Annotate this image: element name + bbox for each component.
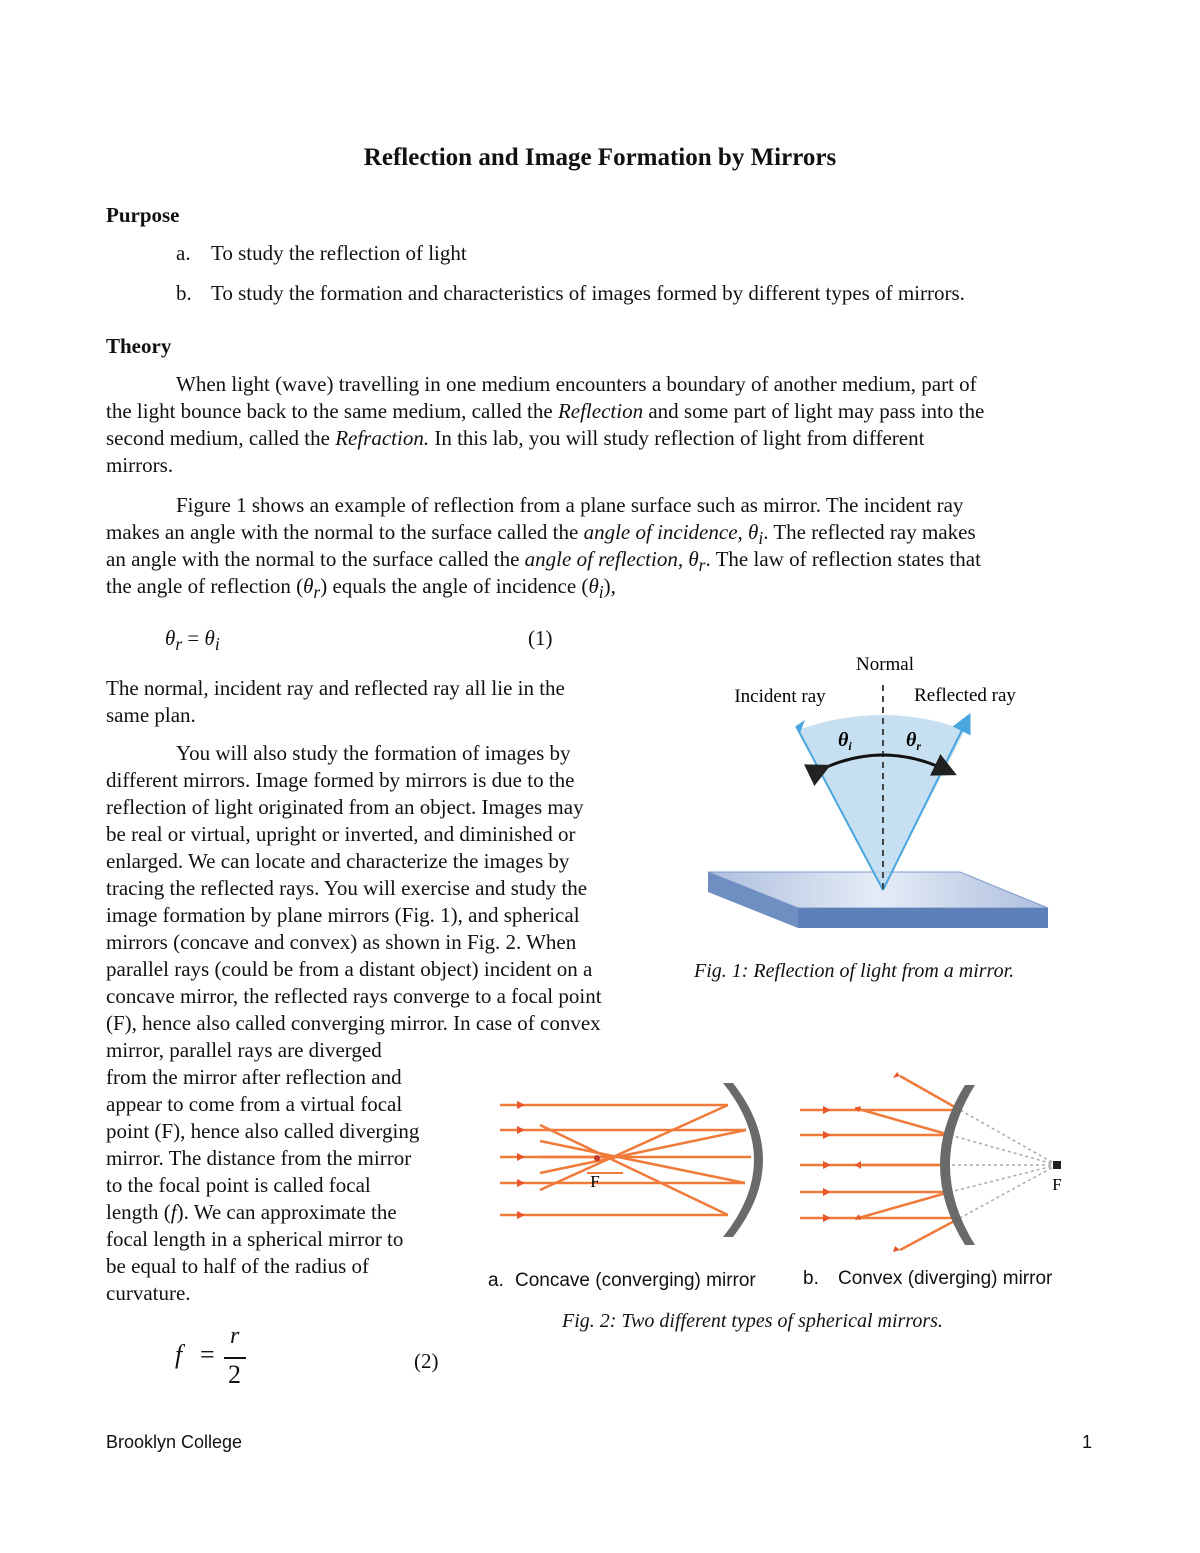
sub-b-marker: b. bbox=[803, 1268, 819, 1289]
text-line: You will also study the formation of images by bbox=[176, 741, 571, 765]
reflected-ray bbox=[900, 1076, 960, 1110]
fig2b-convex-diagram bbox=[795, 1070, 1085, 1255]
text-line: tracing the reflected rays. You will exercise and study the bbox=[106, 876, 588, 900]
focal-label-b: F bbox=[1052, 1175, 1062, 1194]
fig2-caption: Fig. 2: Two different types of spherical mirrors. bbox=[562, 1310, 943, 1332]
text-line: same plan. bbox=[106, 703, 196, 727]
text-line: to the focal point is called focal bbox=[106, 1173, 371, 1197]
fig1-label-reflected: Reflected ray bbox=[914, 685, 1016, 706]
text-line: from the mirror after reflection and bbox=[106, 1065, 402, 1089]
virtual-focal-point bbox=[1053, 1161, 1061, 1169]
text-line: the light bounce back to the same medium, called the Reflection and some part of light may pass into the bbox=[106, 399, 985, 423]
eq2-equals: = bbox=[200, 1340, 215, 1369]
text-line: focal length in a spherical mirror to bbox=[106, 1227, 404, 1251]
sub-b-label: Convex (diverging) mirror bbox=[838, 1268, 1053, 1289]
text-line: When light (wave) travelling in one medium encounters a boundary of another medium, part of bbox=[176, 372, 977, 396]
virtual-ray bbox=[950, 1165, 1057, 1192]
text-line: concave mirror, the reflected rays converge to a focal point bbox=[106, 984, 602, 1008]
eq2-numerator: r bbox=[230, 1323, 240, 1349]
text-line: reflection of light originated from an object. Images may bbox=[106, 795, 584, 819]
text-line: mirror, parallel rays are diverged bbox=[106, 1038, 382, 1062]
equation-2-number: (2) bbox=[414, 1349, 439, 1373]
eq2-denominator: 2 bbox=[228, 1360, 241, 1389]
concave-mirror bbox=[723, 1083, 763, 1237]
reflected-ray bbox=[855, 1192, 950, 1219]
text-line: The normal, incident ray and reflected ray all lie in the bbox=[106, 676, 565, 700]
fig1-caption: Fig. 1: Reflection of light from a mirror. bbox=[694, 960, 1015, 982]
fig2a-concave-diagram bbox=[495, 1075, 780, 1245]
mirror-slab-front bbox=[798, 908, 1048, 928]
text-line: appear to come from a virtual focal bbox=[106, 1092, 403, 1116]
text-line: mirrors (concave and convex) as shown in Fig. 2. When bbox=[106, 930, 577, 954]
sub-a-label: Concave (converging) mirror bbox=[515, 1270, 756, 1291]
text-line: the angle of reflection $(\theta_r)$ equals the angle of incidence $(\theta_i)$, bbox=[106, 574, 616, 603]
text-line: point (F), hence also called diverging bbox=[106, 1119, 420, 1143]
virtual-ray bbox=[950, 1135, 1057, 1165]
eq2-lhs: f bbox=[175, 1340, 183, 1369]
list-marker: a. bbox=[176, 241, 191, 265]
virtual-ray bbox=[960, 1110, 1057, 1165]
list-item: To study the formation and characteristics of images formed by different types of mirrors. bbox=[211, 281, 965, 305]
light-cone bbox=[798, 715, 965, 890]
text-line: mirror. The distance from the mirror bbox=[106, 1146, 412, 1170]
page-title: Reflection and Image Formation by Mirrors bbox=[363, 144, 837, 171]
list-item: To study the reflection of light bbox=[211, 241, 467, 265]
text-line: enlarged. We can locate and characterize the images by bbox=[106, 849, 570, 873]
theory-heading: Theory bbox=[106, 334, 172, 358]
text-line: Figure 1 shows an example of reflection from a plane surface such as mirror. The incident ray bbox=[176, 493, 964, 517]
footer-college: Brooklyn College bbox=[106, 1432, 243, 1452]
fig1-reflection-diagram bbox=[690, 640, 1110, 940]
text-line: curvature. bbox=[106, 1281, 191, 1305]
purpose-heading: Purpose bbox=[106, 203, 180, 227]
reflected-ray bbox=[900, 1218, 960, 1250]
text-line: different mirrors. Image formed by mirrors is due to the bbox=[106, 768, 575, 792]
theta-r-label: $\theta_r$ bbox=[906, 729, 922, 753]
text-line: second medium, called the Refraction. In this lab, you will study reflection of light from different bbox=[106, 426, 925, 450]
text-line: length (f). We can approximate the bbox=[106, 1200, 397, 1224]
reflected-ray bbox=[540, 1130, 746, 1173]
text-line: be real or virtual, upright or inverted, and diminished or bbox=[106, 822, 576, 846]
theta-i-label: $\theta_i$ bbox=[838, 729, 852, 753]
fraction-bar bbox=[224, 1357, 246, 1359]
fig1-label-incident: Incident ray bbox=[734, 686, 826, 707]
text-line: be equal to half of the radius of bbox=[106, 1254, 369, 1278]
fig1-label-normal: Normal bbox=[855, 654, 915, 675]
text-line: parallel rays (could be from a distant object) incident on a bbox=[106, 957, 593, 981]
text-line: an angle with the normal to the surface called the angle of reflection, $\theta_r$. The law of reflection states that bbox=[106, 547, 981, 576]
text-line: (F), hence also called converging mirror. In case of convex bbox=[106, 1011, 601, 1035]
text-line: image formation by plane mirrors (Fig. 1), and spherical bbox=[106, 903, 580, 927]
text-line: makes an angle with the normal to the surface called the angle of incidence, $\theta_i$. The reflected ray makes bbox=[106, 520, 976, 549]
virtual-ray bbox=[960, 1165, 1057, 1218]
equation-1: $\theta_r = \theta_i$ bbox=[165, 626, 220, 655]
reflected-ray bbox=[855, 1108, 950, 1135]
equation-1-number: (1) bbox=[528, 626, 553, 650]
footer-page-number: 1 bbox=[1082, 1432, 1093, 1452]
text-line: mirrors. bbox=[106, 453, 174, 477]
sub-a-marker: a. bbox=[488, 1270, 504, 1291]
focal-label-a: F bbox=[590, 1172, 600, 1191]
focal-point bbox=[594, 1155, 600, 1161]
list-marker: b. bbox=[176, 281, 192, 305]
